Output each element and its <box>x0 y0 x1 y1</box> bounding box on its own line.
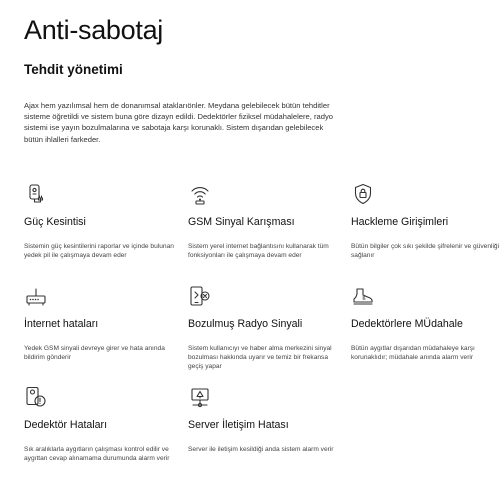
server-connection-icon <box>188 385 212 409</box>
feature-title: Dedektörlere MÜdahale <box>351 318 463 330</box>
feature-title: GSM Sinyal Karışması <box>188 216 295 228</box>
detector-alert-icon <box>24 385 48 409</box>
feature-server-communication <box>188 385 338 453</box>
feature-description: Server ile iletişim kesildiği anda sistem alarm verir <box>188 446 334 453</box>
feature-internet-errors <box>24 284 174 362</box>
page-subtitle: Tehdit yönetimi <box>24 62 123 77</box>
feature-title: İnternet hataları <box>24 318 99 330</box>
feature-title: Dedektör Hataları <box>24 419 108 431</box>
feature-description: Sistemin güç kesintilerini raporlar ve içinde bulunan yedek pil ile çalışmaya devam eder <box>24 243 174 260</box>
intro-paragraph: Ajax hem yazılımsal hem de donanımsal ataklarıönler. Meydana gelebilecek bütün tehditler sisteme öğretildi ve sistem buna göre dizayn edildi. Dedektörler fiziksel müdahalelere, radyo sistemi ise yayın bozulmalarına ve sabotaja karşı korunaklı. Sistem dışarıdan gelebilecek bütün ihlalleri farkeder. <box>24 101 333 144</box>
router-icon <box>24 284 48 308</box>
feature-power-outage <box>24 182 174 260</box>
wifi-signal-icon <box>188 182 212 206</box>
feature-hacking-attempts <box>351 182 500 260</box>
feature-radio-signal <box>188 284 338 371</box>
feature-description: Sık aralıklarla aygıtların çalışması kontrol edilir ve aygıttan cevap alınamama durumunda alarm verir <box>24 446 170 463</box>
feature-title: Server İletişim Hatası <box>188 419 289 431</box>
page-title: Anti-sabotaj <box>24 15 163 45</box>
feature-description: Bütün bilgiler çok sıkı şekilde şifrelenir ve güvenliği sağlanır <box>351 243 500 260</box>
boot-icon <box>351 284 375 308</box>
feature-gsm-jamming <box>188 182 338 260</box>
feature-title: Hackleme Girişimleri <box>351 216 449 228</box>
feature-title: Güç Kesintisi <box>24 216 86 228</box>
feature-description: Bütün aygıtlar dışarıdan müdahaleye karşı korunaklıdır; müdahale anında alarm verir <box>351 345 475 362</box>
feature-description: Sistem kullanıcıyı ve haber alma merkezini sinyal bozulması hakkında uyarır ve temiz bir frekansa geçiş yapar <box>188 345 332 371</box>
feature-title: Bozulmuş Radyo Sinyali <box>188 318 303 330</box>
feature-detector-errors <box>24 385 174 463</box>
mobile-signal-error-icon <box>188 284 212 308</box>
power-plug-icon <box>24 182 48 206</box>
shield-lock-icon <box>351 182 375 206</box>
feature-detector-tampering <box>351 284 500 362</box>
feature-description: Yedek GSM sinyali devreye girer ve hata anında bildirim gönderir <box>24 345 165 362</box>
feature-description: Sistem yerel internet bağlantısını kullanarak tüm fonksiyonları ile çalışmaya devam eder <box>188 243 329 260</box>
